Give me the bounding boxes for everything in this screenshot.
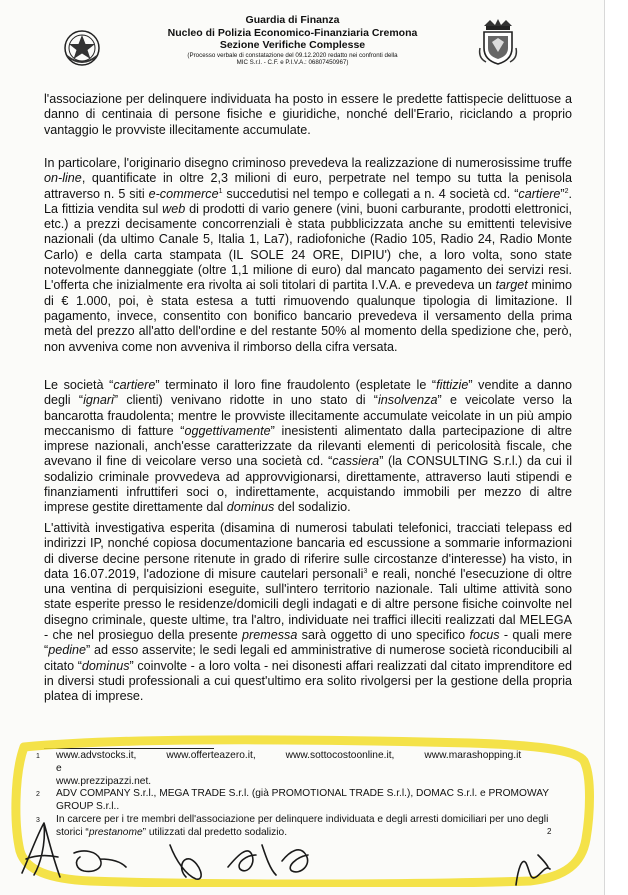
- text-run-italic: premessa: [242, 628, 298, 643]
- text-run-italic: dominus: [81, 658, 130, 673]
- text-run: del sodalizio.: [274, 500, 351, 515]
- text-run-italic: focus: [469, 628, 500, 643]
- page-edge-line: [604, 0, 605, 895]
- footnote-text: ADV COMPANY S.r.l., MEGA TRADE S.r.l. (già PROMOTIONAL TRADE S.r.l.), DOMAC S.r.l. e PROMOWAY GROUP S.r.l..: [56, 788, 549, 813]
- text-run-italic: web: [162, 201, 186, 216]
- text-run: l'associazione per delinquere individuata ha posto in essere le predette fattispecie delittuose a danno di centinaia di persone fisiche e giuridiche, nonché dell'Erario, riciclando a proprio vantaggio le provviste illecitamente accumulate.: [44, 92, 572, 137]
- header-reference: (Processo verbale di constatazione del 09.12.2020 redatto nei confronti della: [187, 51, 398, 59]
- footnote-text: In carcere per i tre membri dell'associazione per delinquere individuata e degli arresti domiciliari per uno degli storici “: [56, 813, 549, 838]
- text-run-italic: dominus: [226, 500, 275, 515]
- footnote-number: 1: [36, 753, 40, 760]
- text-run: sarà oggetto di uno specifico: [297, 628, 470, 643]
- text-run-italic: ignari: [83, 393, 114, 408]
- text-run: ” (la CONSULTING S.r.l.) da cui il sodalizio criminale provvedeva ad approvvigionarsi, direttamente, attraverso lauti stipendi e finanziamenti infruttiferi soci o, indirettamente, acquistando immobili per mezzo di altre imprese gestite direttamente dal: [44, 454, 572, 515]
- text-run: ” inesistenti alimentato dalla partecipazione di altre imprese nazionali, anch'esse caratterizzate da rilevanti elementi di pericolosità fiscale, che avevano il fine di veicolare verso una società cd. “: [44, 423, 572, 469]
- text-run: ” clienti) venivano ridotte in uno stato di “: [113, 393, 378, 408]
- text-run-italic: cartiere: [518, 186, 561, 201]
- footnote-3: [36, 814, 556, 840]
- footnote-link[interactable]: www.sottocostoonline.it,: [285, 750, 395, 761]
- footnote-link[interactable]: www.marashopping.it: [424, 750, 522, 761]
- footnote-text-italic: prestanome: [88, 826, 143, 838]
- paragraph-3: [44, 378, 572, 516]
- header-unit: Nucleo di Polizia Economico-Finanziaria Cremona: [167, 26, 418, 39]
- text-run-italic: on-line: [44, 171, 82, 186]
- text-run: ” ad esso asservite; le sedi legali ed amministrative di numerose società riconducibili al citato “: [44, 643, 572, 673]
- text-run: ” e veicolate verso la bancarotta fraudolenta; mentre le provviste illecitamente accumulate veicolate in un più ampio meccanismo di fatture “: [44, 393, 572, 438]
- footnote-separator: [44, 748, 214, 749]
- paragraph-2: [44, 156, 572, 355]
- text-run-italic: fittizie: [436, 378, 469, 392]
- footnote-ref: 2: [564, 187, 569, 195]
- footnote-1: [36, 750, 556, 788]
- document-header: [120, 14, 465, 67]
- text-run: L'attività investigativa esperita (disamina di numerosi tabulati telefonici, tracciati telepass ed indirizzi IP, nonché copiosa documentazione bancaria ed escussione a sommarie informazioni di diverse decine persone ritenute in grado di riferire sulle circostanze d'interesse) ha visto, in data 16.07.2019, l'adozione di misure cautelari personali: [44, 521, 572, 581]
- footnote-ref: 3: [363, 567, 368, 575]
- header-section: Sezione Verifiche Complesse: [219, 39, 366, 52]
- text-run: In particolare, l'originario disegno criminoso prevedeva la realizzazione di numerosissime truffe: [44, 156, 572, 170]
- text-run: ”: [560, 186, 565, 201]
- text-run: Le società “: [44, 378, 114, 392]
- footnote-2: [36, 788, 556, 814]
- text-run-italic: pedine: [48, 643, 87, 658]
- footnote-link[interactable]: www.advstocks.it,: [56, 750, 137, 761]
- footnote-number: 3: [36, 816, 40, 824]
- text-run: e reali, nonché l'esecuzione di oltre una ventina di perquisizioni eseguite, sull'intero territorio nazionale. Tali ultime attività sono state esperite presso le residenze/domicili degli indagati e di altre persone fisiche coinvolte nel disegno criminale, queste ultime, tra l'altro, individuate nei traffici illeciti realizzati dal MELEGA - che nel prosieguo della presente: [44, 566, 573, 643]
- text-run: , quantificate in oltre 2,3 milioni di euro, perpetrate nel tempo su tutta la penisola attraverso n. 5 siti: [44, 171, 572, 201]
- crest-icon: [476, 18, 520, 66]
- text-run-italic: oggettivamente: [184, 423, 271, 438]
- text-run-italic: insolvenza: [377, 393, 438, 408]
- footnote-text: ” utilizzati dal predetto sodalizio.: [142, 826, 288, 838]
- text-run-italic: cassiera: [332, 454, 380, 469]
- paragraph-1: [44, 92, 572, 138]
- text-run: . La fittizia vendita sul: [44, 186, 573, 216]
- page-margin: [604, 0, 628, 895]
- text-run-italic: e-commerce: [148, 186, 219, 201]
- text-run-italic: target: [495, 278, 528, 293]
- footnote-text: e: [56, 762, 62, 774]
- text-run: succedutisi nel tempo e collegati a n. 4 società cd. “: [222, 186, 519, 201]
- text-run: - quali mere “: [44, 628, 572, 658]
- text-run: di prodotti di vario genere (vini, buoni carburante, prodotti elettronici, etc.) a prezzi decisamente concorrenziali è stata pubblicizzata anche su emittenti televisive nazionali (da ultimo Canale 5, Italia 1, La7), radiofoniche (Radio 105, Radio 24, Radio Monte Carlo) e della carta stampata (IL SOLE 24 ORE, DIPIU') che, a loro volta, sono state notevolmente danneggiate (oltre 1,1 milione di euro) dal mancato pagamento dei servizi resi. L'offerta che inizialmente era rivolta ai soli titolari di partita I.V.A. e prevedeva un: [44, 201, 573, 293]
- footnote-number: 2: [36, 791, 40, 799]
- text-run: ” coinvolte - a loro volta - nei disonesti affari realizzati dal citato imprenditore ed in diversi studi professionali a cui quest'ultimo era solito rivolgersi per la gestione della propria platea di imprese.: [44, 658, 573, 704]
- paragraph-4: [44, 521, 572, 705]
- text-run: minimo di € 1.000, poi, è stata estesa a tutti rimuovendo qualunque tipologia di limitazione. Il pagamento, invece, consentito con bonifico bancario prevedeva il versamento della prima metà del prezzo all'atto dell'ordine e del restante 50% al momento della spedizione che, però, non avveniva come non avveniva il rimborso della cifra versata.: [44, 278, 572, 354]
- text-run: ” vendite a danno degli “: [44, 378, 573, 408]
- header-agency: Guardia di Finanza: [245, 14, 340, 26]
- header-company: MIC S.r.l. - C.F. e P.I.V.A.: 06807450967): [236, 59, 349, 67]
- footnote-link[interactable]: www.offerteazero.it,: [166, 750, 256, 761]
- footnote-ref: 1: [218, 187, 223, 195]
- text-run-italic: cartiere: [113, 378, 156, 392]
- footnote-link[interactable]: www.prezzipazzi.net.: [56, 775, 152, 787]
- emblem-icon: [62, 28, 102, 68]
- page-number: 2: [547, 827, 552, 836]
- footnotes: [36, 750, 556, 840]
- text-run: ” terminato il loro fine fraudolento (espletate le “: [155, 378, 437, 392]
